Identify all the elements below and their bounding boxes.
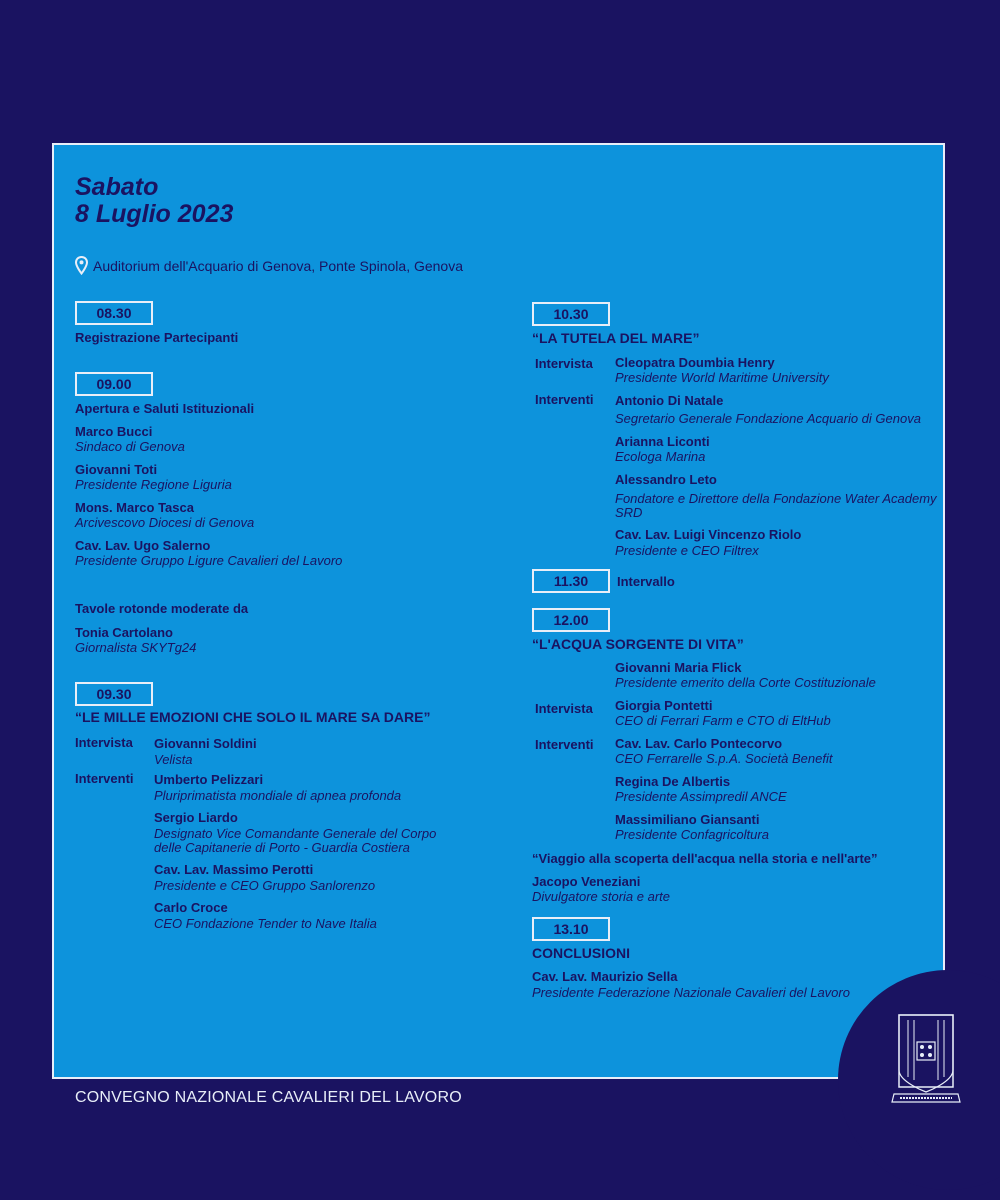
panelist-name: Umberto Pelizzari (154, 772, 264, 787)
moderator-name: Tonia Cartolano (75, 625, 173, 640)
speaker-name: Marco Bucci (75, 424, 153, 439)
time-0930: 09.30 (75, 682, 153, 706)
time-1200: 12.00 (532, 608, 610, 632)
session-title-3: “L'ACQUA SORGENTE DI VITA” (532, 636, 744, 652)
panelist-name: Cav. Lav. Massimo Perotti (154, 862, 314, 877)
speaker-role: Divulgatore storia e arte (532, 889, 671, 904)
location-text: Auditorium dell'Acquario di Genova, Ponte Spinola, Genova (93, 257, 464, 274)
interventi-label: Interventi (535, 392, 594, 407)
panelist-name: Antonio Di Natale (615, 393, 724, 408)
footer-title: CONVEGNO NAZIONALE CAVALIERI DEL LAVORO (75, 1089, 462, 1106)
speaker-role: Sindaco di Genova (75, 439, 185, 454)
interventi-label: Interventi (535, 737, 594, 752)
panelist-role: Presidente Confagricoltura (615, 827, 769, 842)
panelist-role: Pluriprimatista mondiale di apnea profonda (154, 788, 402, 803)
panelist-name: Sergio Liardo (154, 810, 238, 825)
panelist-name: Giovanni Soldini (154, 736, 257, 751)
speaker-name: Cav. Lav. Ugo Salerno (75, 538, 211, 553)
panelist-name: Giorgia Pontetti (615, 698, 713, 713)
date-text: 8 Luglio 2023 (75, 200, 234, 228)
speaker-name: Giovanni Toti (75, 462, 158, 477)
location-row (75, 256, 463, 275)
panelist-role: Presidente e CEO Gruppo Sanlorenzo (154, 878, 376, 893)
panelist-role: CEO Fondazione Tender to Nave Italia (154, 916, 377, 931)
speaker-role: Presidente Regione Liguria (75, 477, 232, 492)
time-0830: 08.30 (75, 301, 153, 325)
panelist-role: CEO di Ferrari Farm e CTO di EltHub (615, 713, 831, 728)
panelist-role: Presidente World Maritime University (615, 370, 829, 385)
event-date (75, 174, 233, 228)
intervista-label: Intervista (535, 701, 593, 716)
panelist-role: SRD (615, 505, 643, 520)
speaker-role: Presidente Federazione Nazionale Cavalieri del Lavoro (532, 985, 850, 1000)
panelist-name: Cleopatra Doumbia Henry (615, 355, 775, 370)
speaker-name: Mons. Marco Tasca (75, 500, 194, 515)
panelist-name: Cav. Lav. Luigi Vincenzo Riolo (615, 527, 802, 542)
intervista-label: Intervista (535, 356, 593, 371)
moderated-by-label: Tavole rotonde moderate da (75, 601, 249, 616)
session-title-2: “LA TUTELA DEL MARE” (532, 330, 700, 346)
panelist-role: delle Capitanerie di Porto - Guardia Costiera (154, 840, 410, 855)
conclusions-label: CONCLUSIONI (532, 945, 630, 961)
map-pin-icon (75, 256, 88, 275)
speaker-role: Presidente Gruppo Ligure Cavalieri del Lavoro (75, 553, 343, 568)
panelist-role: CEO Ferrarelle S.p.A. Società Benefit (615, 751, 833, 766)
speaker-name: Cav. Lav. Maurizio Sella (532, 969, 678, 984)
time-0900: 09.00 (75, 372, 153, 396)
cavalieri-emblem-icon (890, 1012, 962, 1107)
moderator-role: Giornalista SKYTg24 (75, 640, 197, 655)
panelist-role: Designato Vice Comandante Generale del Corpo (154, 826, 437, 841)
panelist-role: Velista (154, 752, 193, 767)
time-1130: 11.30 (532, 569, 610, 593)
intervista-label: Intervista (75, 735, 133, 750)
registration-label: Registrazione Partecipanti (75, 330, 239, 345)
panelist-role: Presidente Assimpredil ANCE (615, 789, 787, 804)
panelist-name: Massimiliano Giansanti (615, 812, 760, 827)
time-1310: 13.10 (532, 917, 610, 941)
time-1030: 10.30 (532, 302, 610, 326)
panelist-name: Cav. Lav. Carlo Pontecorvo (615, 736, 783, 751)
day-name: Sabato (75, 173, 159, 201)
opening-label: Apertura e Saluti Istituzionali (75, 401, 255, 416)
session-title-1: “LE MILLE EMOZIONI CHE SOLO IL MARE SA DARE” (75, 709, 431, 725)
panelist-name: Arianna Liconti (615, 434, 710, 449)
panelist-name: Giovanni Maria Flick (615, 660, 742, 675)
panelist-name: Carlo Croce (154, 900, 228, 915)
journey-title: “Viaggio alla scoperta dell'acqua nella storia e nell'arte” (532, 851, 878, 866)
panelist-role: Presidente e CEO Filtrex (615, 543, 759, 558)
break-label: Intervallo (617, 574, 675, 589)
panelist-name: Alessandro Leto (615, 472, 717, 487)
panelist-role: Fondatore e Direttore della Fondazione Water Academy (615, 491, 937, 506)
interventi-label: Interventi (75, 771, 134, 786)
panelist-role: Ecologa Marina (615, 449, 706, 464)
panelist-name: Regina De Albertis (615, 774, 731, 789)
panelist-role: Segretario Generale Fondazione Acquario di Genova (615, 411, 921, 426)
panelist-role: Presidente emerito della Corte Costituzionale (615, 675, 876, 690)
speaker-role: Arcivescovo Diocesi di Genova (75, 515, 255, 530)
speaker-name: Jacopo Veneziani (532, 874, 641, 889)
